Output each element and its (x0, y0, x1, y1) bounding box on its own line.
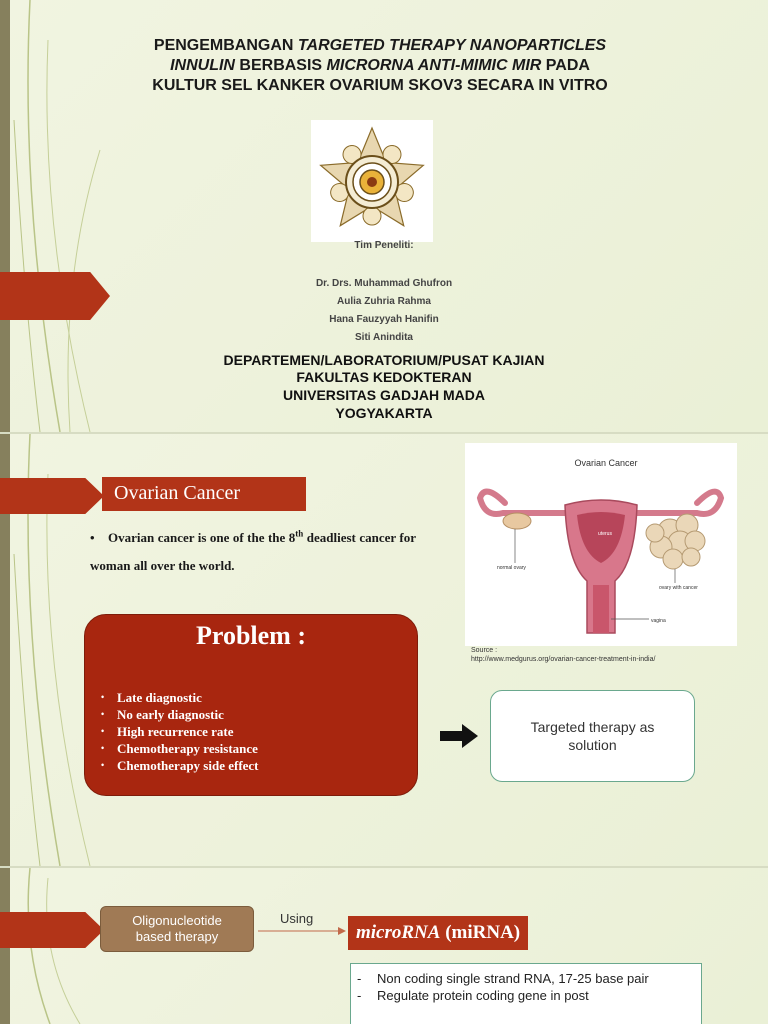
ovary-cancer-label: ovary with cancer (659, 585, 698, 591)
list-item: - Regulate protein coding gene in post (351, 987, 701, 1004)
university-line: UNIVERSITAS GADJAH MADA (283, 387, 485, 403)
vagina-label: vagina (651, 618, 666, 624)
university-seal-icon (311, 120, 433, 242)
ovarian-cancer-illustration (465, 443, 737, 646)
using-label: Using (280, 911, 314, 926)
department-line: DEPARTEMEN/LABORATORIUM/PUSAT KAJIAN (223, 352, 545, 368)
mirna-heading: microRNA (miRNA) (348, 916, 528, 950)
team-member: Hana Fauzyyah Hanifin (329, 314, 439, 325)
intro-bullet: • Ovarian cancer is one of the the 8th deadliest cancer for woman all over the world. (90, 528, 416, 573)
list-item: • High recurrence rate (101, 723, 259, 740)
section-arrow-tab (0, 912, 104, 948)
problem-box (84, 614, 418, 796)
team-label: Tim Peneliti: (354, 240, 414, 251)
mirna-definition-box (350, 963, 702, 1024)
faculty-line: FAKULTAS KEDOKTERAN (296, 369, 472, 385)
list-item: • Chemotherapy side effect (101, 757, 259, 774)
oligonucleotide-box: Oligonucleotide based therapy (100, 906, 254, 952)
illustration-title: Ovarian Cancer (574, 458, 638, 468)
list-item: • Late diagnostic (101, 689, 259, 706)
section-heading: Ovarian Cancer (102, 477, 306, 511)
team-member: Dr. Drs. Muhammad Ghufron (315, 278, 453, 289)
section-arrow-tab (0, 478, 104, 514)
image-source: Source : http://www.medgurus.org/ovarian-cancer-treatment-in-india/ (471, 647, 656, 663)
solution-box (490, 690, 695, 782)
title-slide (0, 0, 768, 432)
problem-title: Problem : (196, 621, 306, 650)
list-item: • No early diagnostic (101, 706, 259, 723)
solution-text: Targeted therapy as solution (530, 719, 655, 753)
mirna-slide (0, 868, 768, 1024)
city-line: YOGYAKARTA (335, 405, 433, 421)
presentation-title: PENGEMBANGAN TARGETED THERAPY NANOPARTICLES INNULIN BERBASIS MICRORNA ANTI-MIMIC MIR PADA KULTUR SEL KANKER OVARIUM SKOV3 SECARA IN VITRO (152, 37, 608, 94)
list-item: - Non coding single strand RNA, 17-25 base pair (351, 970, 701, 987)
right-arrow-icon (440, 724, 478, 748)
ovarian-cancer-slide (0, 434, 768, 866)
team-member: Aulia Zuhria Rahma (337, 296, 431, 307)
team-member: Siti Anindita (355, 332, 413, 343)
connector-arrow-icon (258, 926, 346, 936)
problem-list (101, 689, 259, 774)
normal-ovary-label: normal ovary (497, 565, 526, 571)
uterus-label: uterus (598, 531, 612, 537)
list-item: • Chemotherapy resistance (101, 740, 259, 757)
